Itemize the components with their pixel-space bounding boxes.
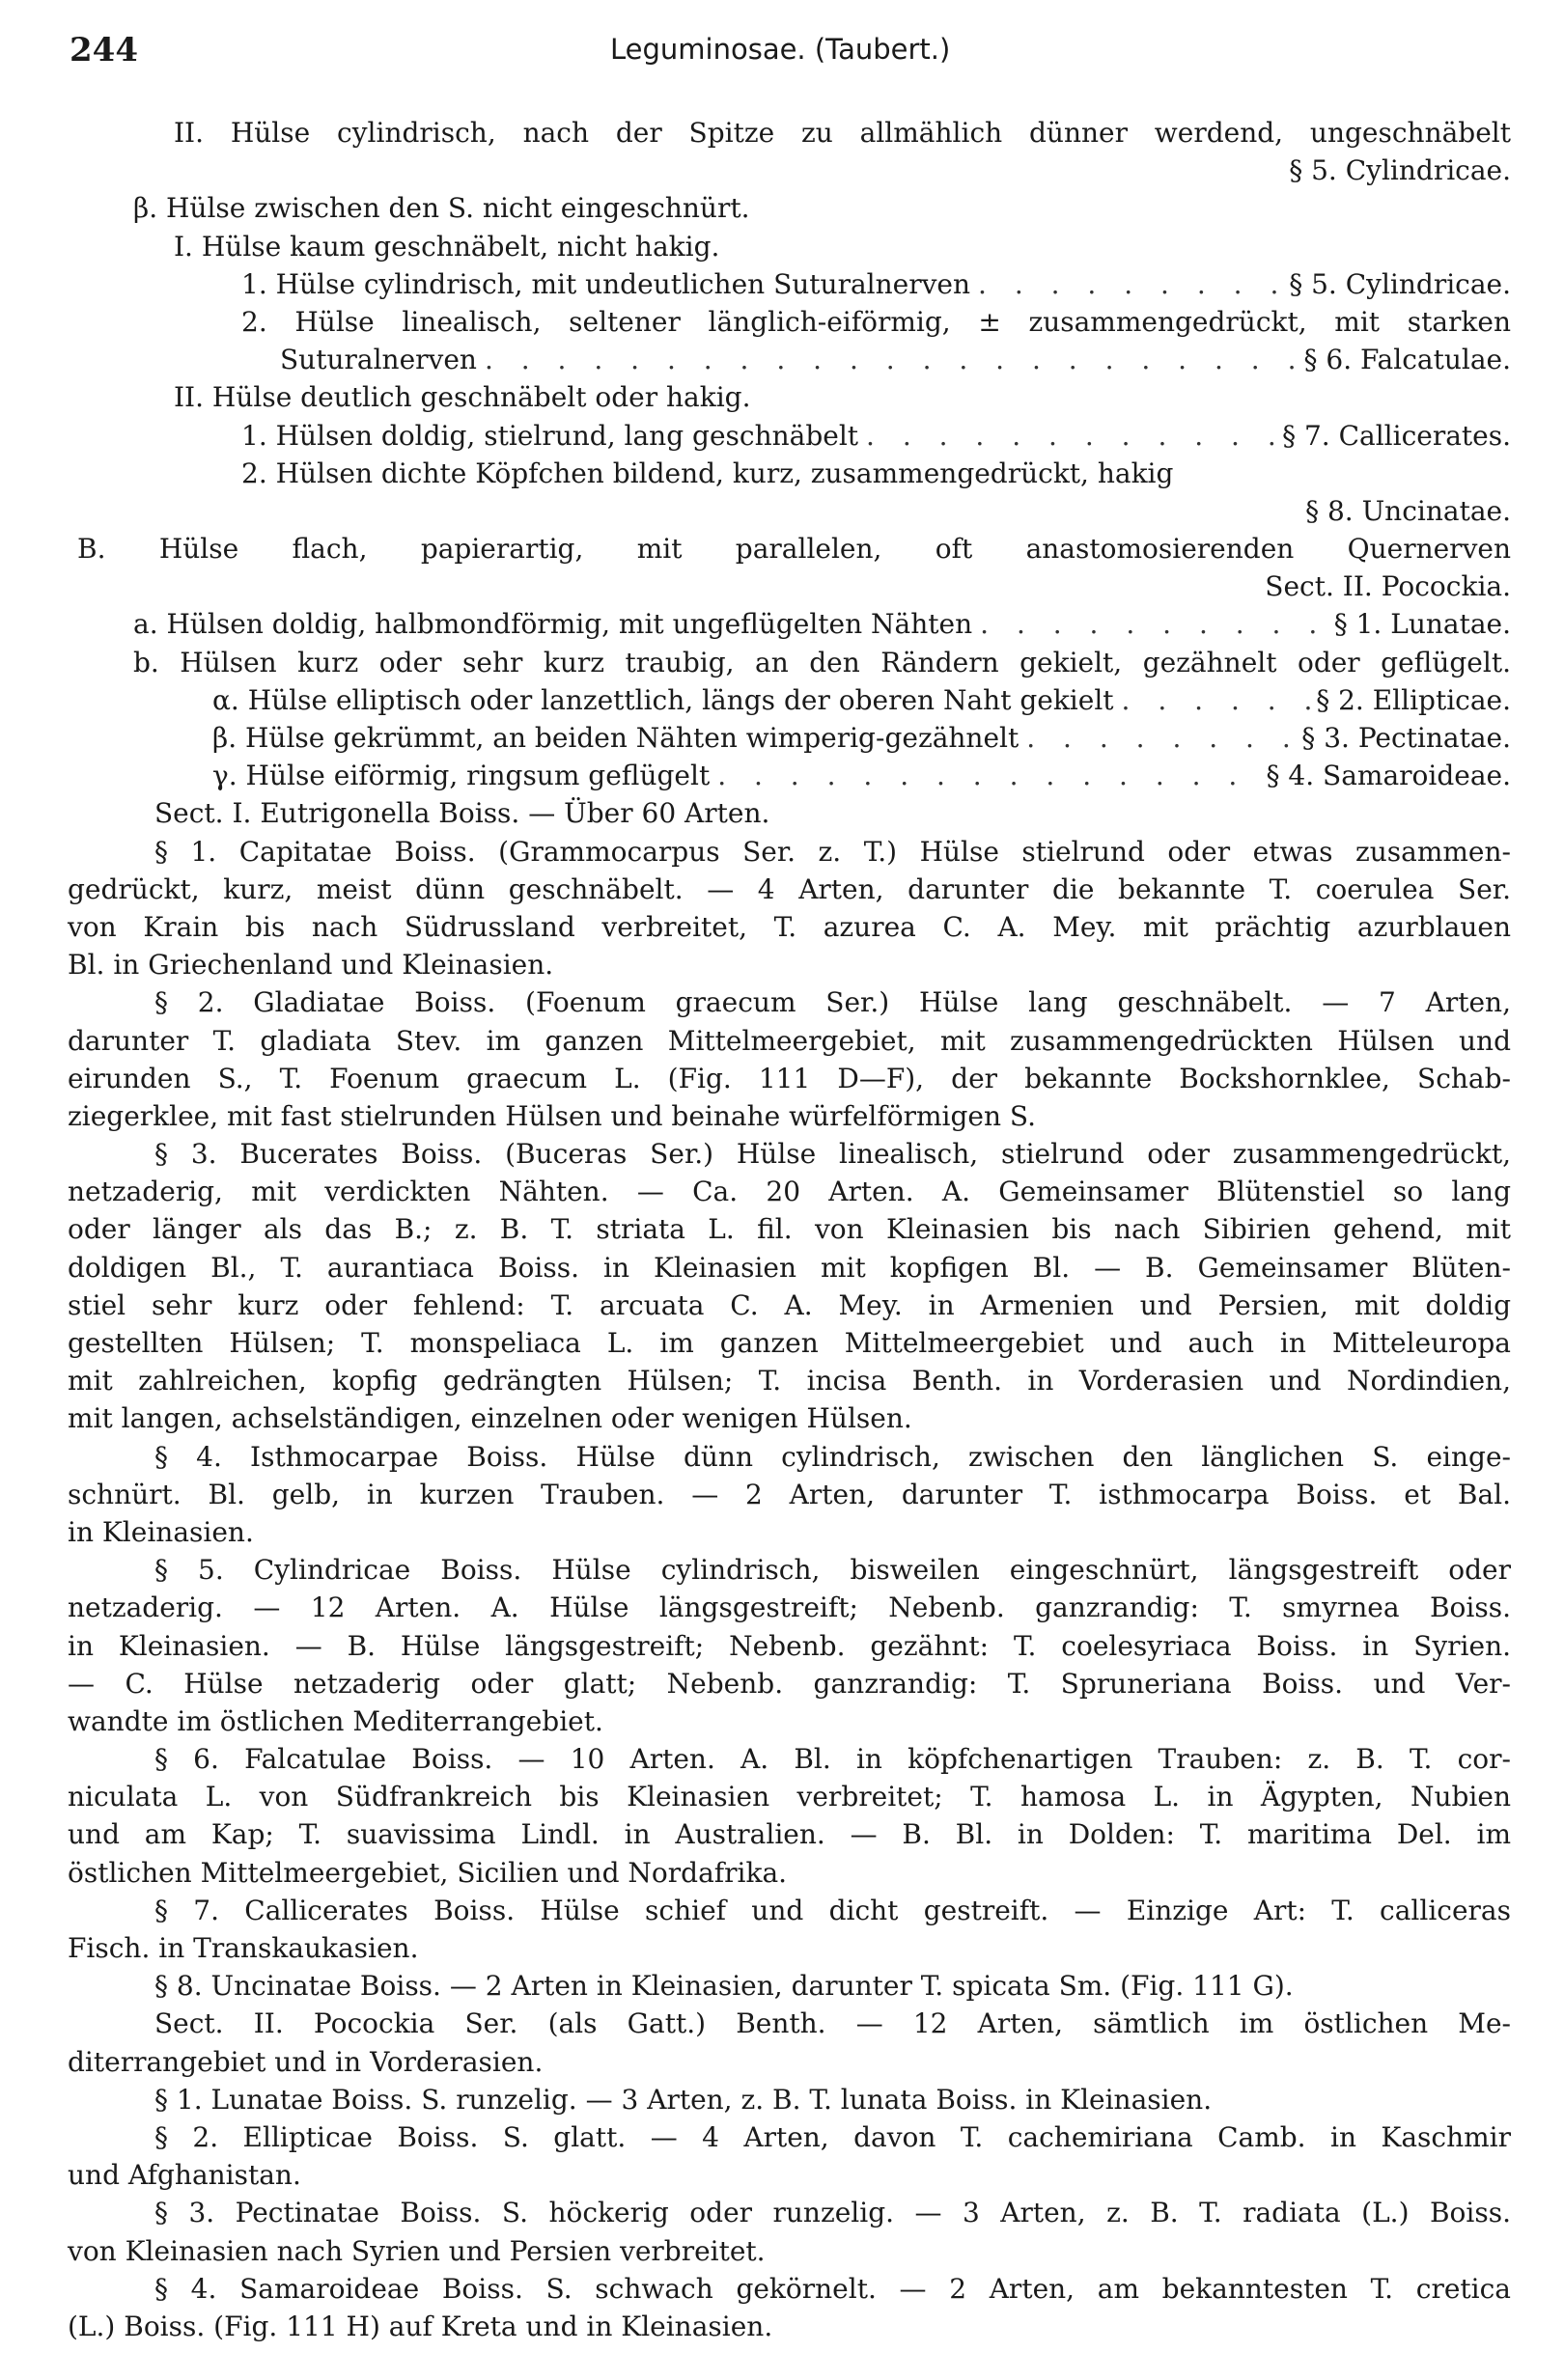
text-line: von Kleinasien nach Syrien und Persien verbreitet. [68,2234,766,2267]
text-line: § 3. Bucerates Boiss. (Buceras Ser.) Hülse linealisch, stielrund oder zusammengedrückt, [154,1138,1511,1171]
text-line: § 4. Samaroideae Boiss. S. schwach gekörnelt. — 2 Arten, am bekanntesten T. cretica [154,2272,1511,2305]
section-reference: § 5. Cylindricae. [1289,267,1511,300]
text-line: oder länger als das B.; z. B. T. striata L. fil. von Kleinasien bis nach Sibirien gehend, mit [68,1213,1511,1246]
text-line: Sect. I. Eutrigonella Boiss. — Über 60 Arten. [154,797,770,830]
leader-dots [477,341,1304,378]
text-line: netzaderig, mit verdickten Nähten. — Ca. 20 Arten. A. Gemeinsamer Blütenstiel so lang [68,1176,1511,1208]
leader-dots [972,605,1334,643]
section-reference: § 4. Samaroideae. [1266,760,1511,792]
leader-dots [970,265,1289,303]
text-line: mit langen, achselständigen, einzelnen oder wenigen Hülsen. [68,1402,912,1435]
key-entry-text: γ. Hülse eiförmig, ringsum geflügelt [212,760,711,792]
text-line: und am Kap; T. suavissima Lindl. in Australien. — B. Bl. in Dolden: T. maritima Del. im [68,1818,1511,1851]
text-line: — C. Hülse netzaderig oder glatt; Nebenb. ganzrandig: T. Spruneriana Boiss. und Ver- [68,1667,1511,1700]
text-line: ziegerklee, mit fast stielrunden Hülsen und beinahe würfelförmigen S. [68,1099,1036,1132]
text-line: II. Hülse deutlich geschnäbelt oder hakig. [174,381,751,414]
text-line: Sect. II. Pocockia Ser. (als Gatt.) Benth. — 12 Arten, sämtlich im östlichen Me- [154,2007,1511,2040]
text-line: I. Hülse kaum geschnäbelt, nicht hakig. [174,230,720,263]
key-entry-text: Suturalnerven [280,344,477,376]
text-line: § 8. Uncinatae Boiss. — 2 Arten in Kleinasien, darunter T. spicata Sm. (Fig. 111 G). [154,1970,1294,2003]
key-entry-text: β. Hülse gekrümmt, an beiden Nähten wimperig-gezähnelt [212,722,1019,754]
text-line: diterrangebiet und in Vorderasien. [68,2045,544,2078]
text-line: § 2. Ellipticae Boiss. S. glatt. — 4 Arten, davon T. cachemiriana Camb. in Kaschmir [154,2120,1511,2153]
page-number: 244 [70,31,138,69]
text-line: darunter T. gladiata Stev. im ganzen Mittelmeergebiet, mit zusammengedrückten Hülsen und [68,1024,1511,1057]
text-line: eirunden S., T. Foenum graecum L. (Fig. 111 D—F), der bekannte Bockshornklee, Schab- [68,1062,1511,1094]
text-line: wandte im östlichen Mediterrangebiet. [68,1704,603,1737]
page-header [70,31,1506,79]
text-line [68,341,1511,378]
text-line: § 2. Gladiatae Boiss. (Foenum graecum Ser.) Hülse lang geschnäbelt. — 7 Arten, [154,986,1511,1019]
text-line [68,417,1511,455]
text-line: § 4. Isthmocarpae Boiss. Hülse dünn cylindrisch, zwischen den länglichen S. einge- [154,1440,1511,1473]
text-line: § 5. Cylindricae. [1289,154,1511,187]
text-line: § 7. Callicerates Boiss. Hülse schief und dicht gestreift. — Einzige Art: T. calliceras [154,1894,1511,1926]
text-line: mit zahlreichen, kopfig gedrängten Hülsen; T. incisa Benth. in Vorderasien und Nordindien, [68,1365,1511,1398]
text-line: (L.) Boiss. (Fig. 111 H) auf Kreta und in Kleinasien. [68,2310,773,2342]
text-line: § 3. Pectinatae Boiss. S. höckerig oder runzelig. — 3 Arten, z. B. T. radiata (L.) Boiss. [154,2197,1511,2229]
text-line: Bl. in Griechenland und Kleinasien. [68,949,554,982]
text-line: β. Hülse zwischen den S. nicht eingeschnürt. [133,192,750,225]
text-line: II. Hülse cylindrisch, nach der Spitze zu allmählich dünner werdend, ungeschnäbelt [174,117,1511,149]
text-line: § 8. Uncinatae. [1305,494,1511,527]
text-line: § 5. Cylindricae Boiss. Hülse cylindrisch, bisweilen eingeschnürt, längsgestreift oder [154,1554,1511,1587]
text-line: von Krain bis nach Südrussland verbreitet, T. azurea C. A. Mey. mit prächtig azurblauen [68,910,1511,943]
text-line: und Afghanistan. [68,2159,301,2192]
text-line [68,265,1511,303]
text-line: § 6. Falcatulae Boiss. — 10 Arten. A. Bl. in köpfchenartigen Trauben: z. B. T. cor- [154,1743,1511,1776]
section-reference: § 6. Falcatulae. [1303,344,1511,376]
text-line: netzaderig. — 12 Arten. A. Hülse längsgestreift; Nebenb. ganzrandig: T. smyrnea Boiss. [68,1591,1511,1624]
text-line [68,681,1511,719]
text-line: 2. Hülsen dichte Köpfchen bildend, kurz, zusammengedrückt, hakig [241,457,1174,489]
text-line [68,605,1511,643]
section-reference: § 1. Lunatae. [1333,608,1511,641]
text-line: gedrückt, kurz, meist dünn geschnäbelt. — 4 Arten, darunter die bekannte T. coerulea Ser. [68,872,1511,905]
key-entry-text: a. Hülsen doldig, halbmondförmig, mit ungeflügelten Nähten [133,608,973,641]
running-head: Leguminosae. (Taubert.) [610,33,951,66]
text-line: doldigen Bl., T. aurantiaca Boiss. in Kleinasien mit kopfigen Bl. — B. Gemeinsamer Blüten- [68,1251,1511,1284]
text-line: in Kleinasien. — B. Hülse längsgestreift; Nebenb. gezähnt: T. coelesyriaca Boiss. in Syrien. [68,1629,1511,1662]
text-line [68,719,1511,757]
text-line [68,757,1511,794]
text-line: Fisch. in Transkaukasien. [68,1932,419,1964]
key-entry-text: α. Hülse elliptisch oder lanzettlich, längs der oberen Naht gekielt [212,683,1114,716]
leader-dots [710,757,1266,794]
section-reference: § 7. Callicerates. [1282,419,1511,452]
text-line: gestellten Hülsen; T. monspeliaca L. im ganzen Mittelmeergebiet und auch in Mitteleuropa [68,1327,1511,1359]
key-entry-text: 1. Hülse cylindrisch, mit undeutlichen Suturalnerven [241,267,971,300]
text-line: niculata L. von Südfrankreich bis Kleinasien verbreitet; T. hamosa L. in Ägypten, Nubien [68,1781,1511,1813]
text-line: Sect. II. Pocockia. [1265,570,1511,603]
text-line: § 1. Lunatae Boiss. S. runzelig. — 3 Arten, z. B. T. lunata Boiss. in Kleinasien. [154,2083,1213,2116]
text-line: B. Hülse flach, papierartig, mit parallelen, oft anastomosierenden Quernerven [77,533,1511,566]
text-line: 2. Hülse linealisch, seltener länglich-eiförmig, ± zusammengedrückt, mit starken [241,305,1511,338]
text-line: schnürt. Bl. gelb, in kurzen Trauben. — 2 Arten, darunter T. isthmocarpa Boiss. et Bal. [68,1478,1511,1510]
text-line: östlichen Mittelmeergebiet, Sicilien und Nordafrika. [68,1856,788,1889]
section-reference: § 3. Pectinatae. [1301,722,1511,754]
key-entry-text: 1. Hülsen doldig, stielrund, lang geschnäbelt [241,419,859,452]
text-line: stiel sehr kurz oder fehlend: T. arcuata C. A. Mey. in Armenien und Persien, mit doldig [68,1288,1511,1321]
text-line: § 1. Capitatae Boiss. (Grammocarpus Ser. z. T.) Hülse stielrund oder etwas zusammen- [154,835,1511,868]
leader-dots [858,417,1282,455]
leader-dots [1114,681,1317,719]
text-line: in Kleinasien. [68,1515,254,1548]
section-reference: § 2. Ellipticae. [1316,683,1511,716]
body-text [68,114,1511,2345]
leader-dots [1019,719,1301,757]
text-line: b. Hülsen kurz oder sehr kurz traubig, an den Rändern gekielt, gezähnelt oder geflügelt. [133,646,1511,678]
